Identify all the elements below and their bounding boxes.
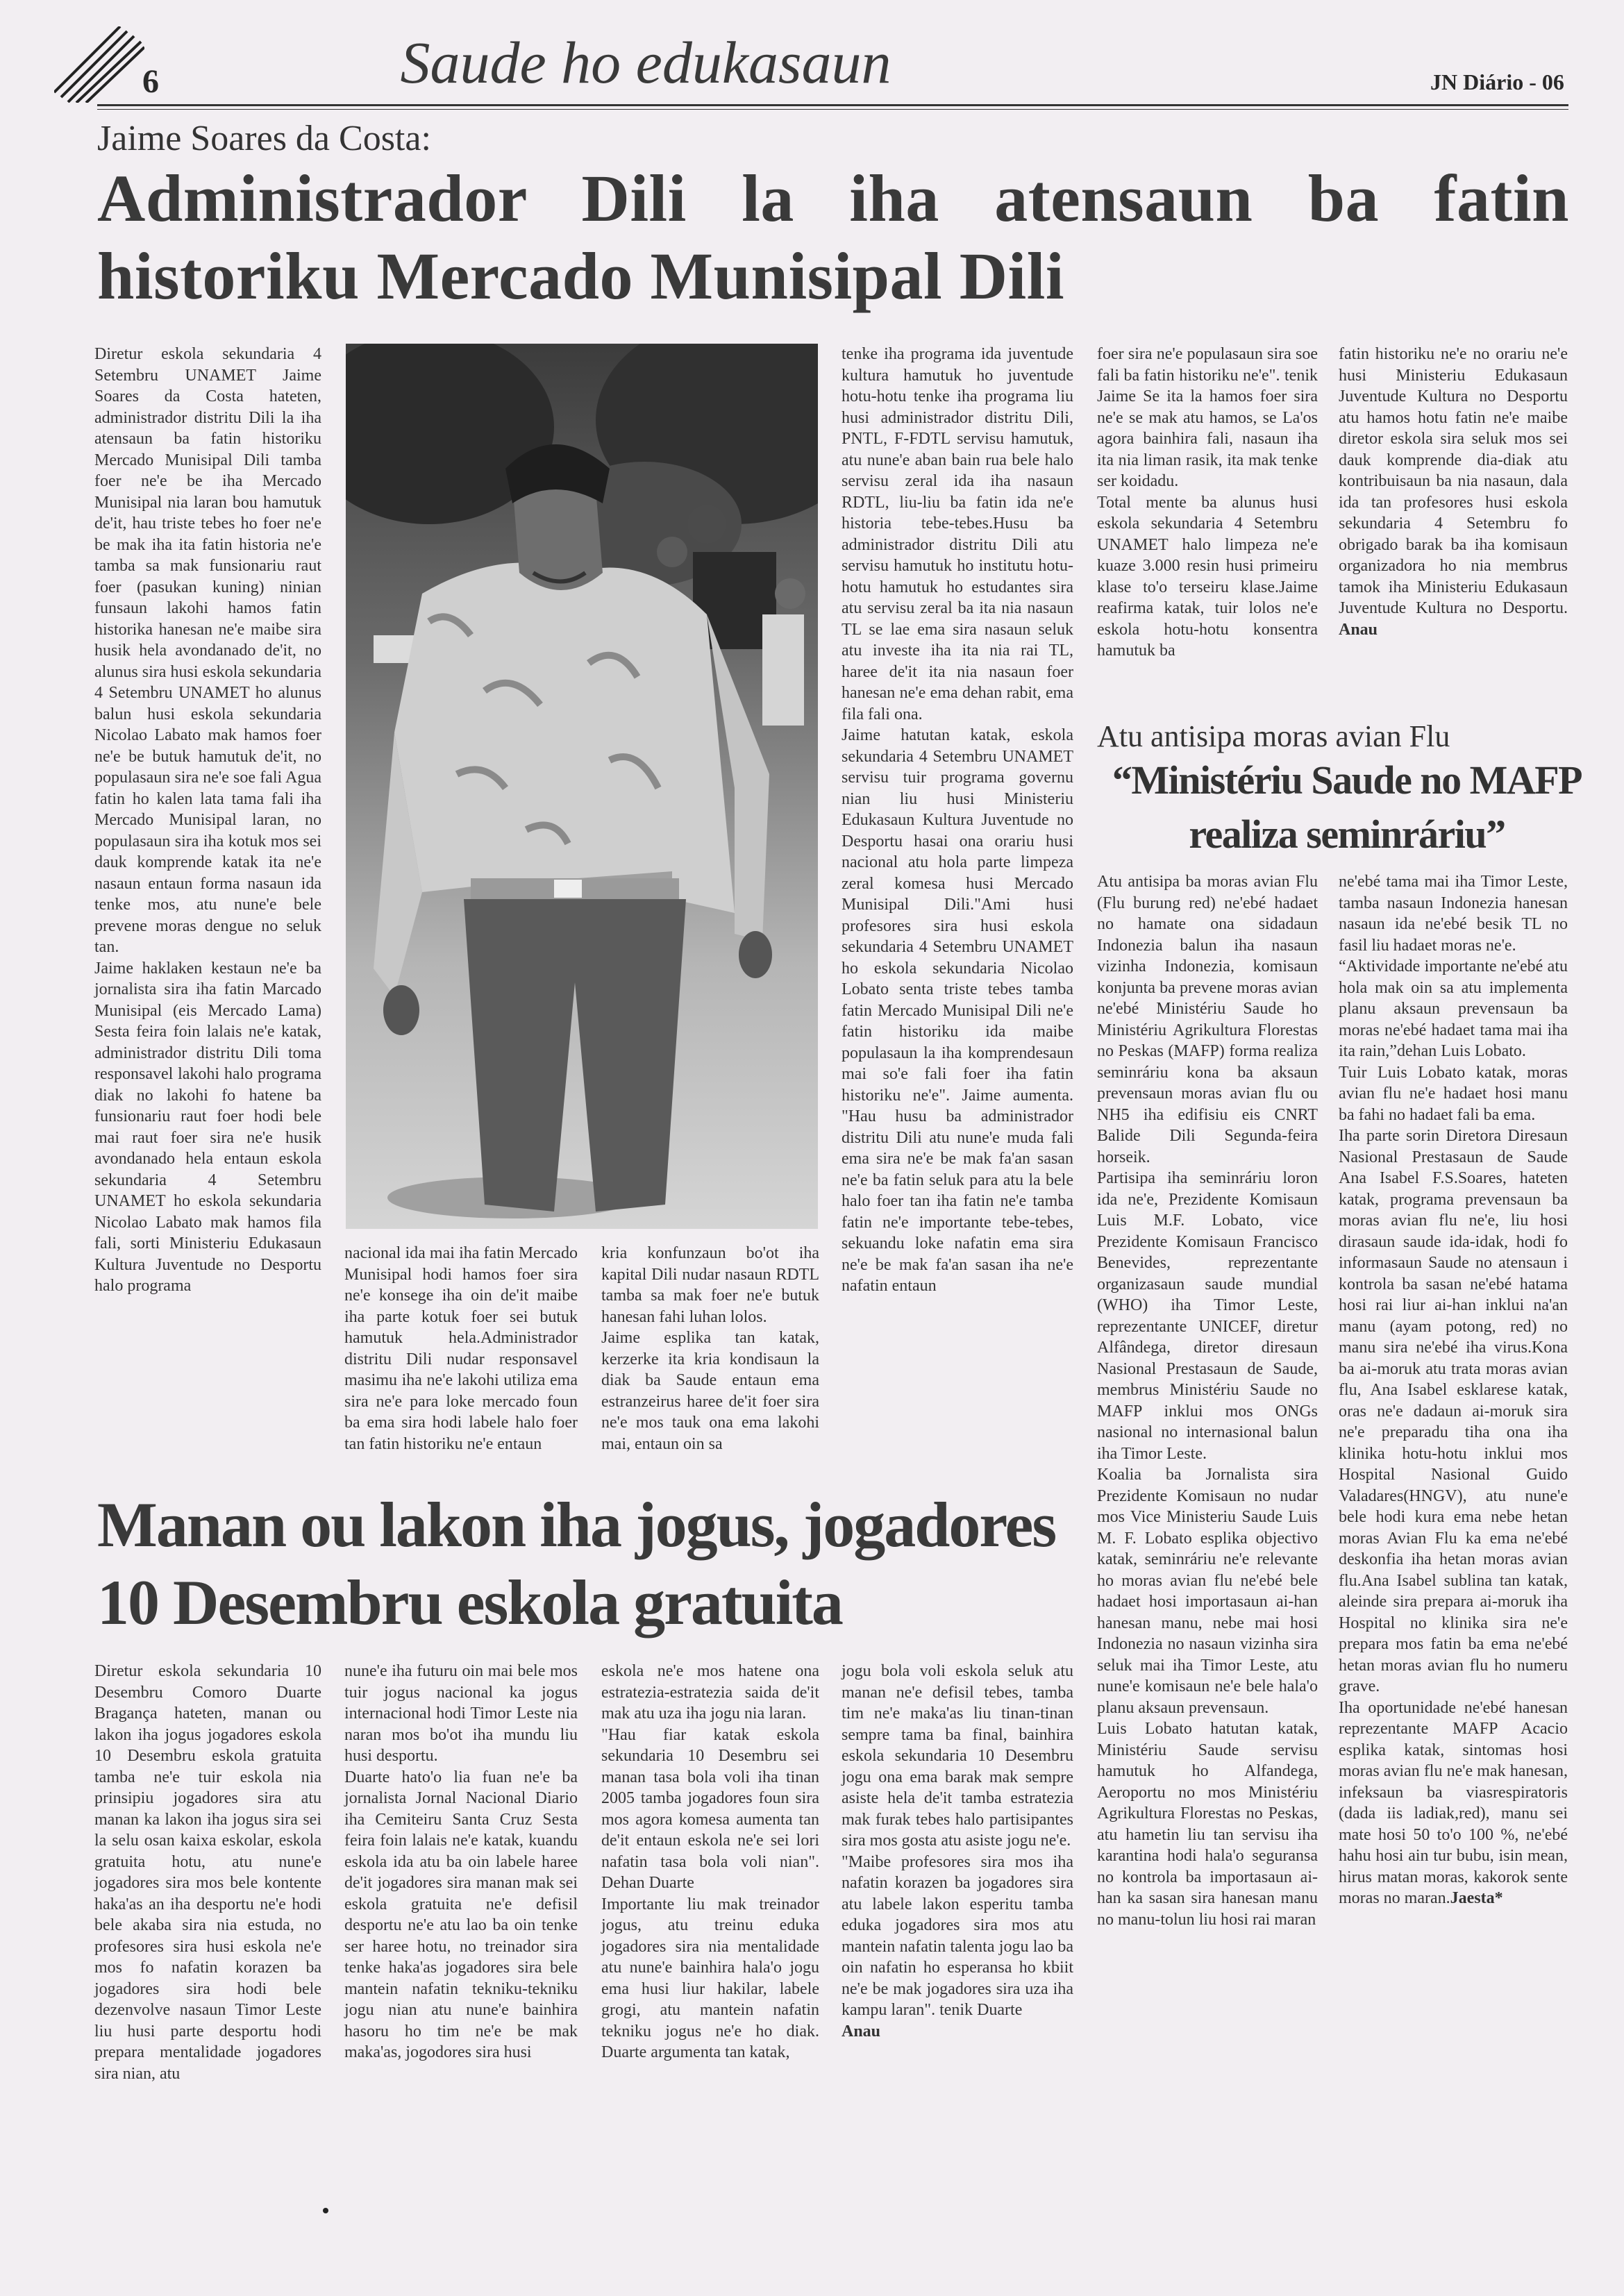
article3-column-4 — [842, 1661, 1073, 2042]
paragraph: Koalia ba Jornalista sira Prezidente Komisaun no nudar mos Vice Ministeriu Saude Luis M. F. Lobato esplika objectivo katak, seminráriu ne'e relevante ho moras avian flu ne'ebé bele hadaet hosi importasaun ai-han hanesan manu, nebe mai hosi Indonezia no nasaun vizinha sira seluk mai iha Timor Leste, atu nune'e komisaun ne'e bele hala'o planu aksaun prevensaun. — [1097, 1466, 1318, 1717]
header-rule — [97, 104, 1568, 106]
paragraph: Atu antisipa ba moras avian Flu (Flu burung red) ne'ebé hadaet no hamate ona sidadaun Indonezia balun iha nasaun vizinha Indonezia, komisaun konjunta ba prevene moras avian ne'ebé Ministériu Saude ho Ministériu Agrikultura Florestas no Peskas (MAFP) forma realiza seminráriu kona ba aksaun prevensaun moras avian flu ou NH5 iha edifisiu eis CNRT Balide Dili Segunda-feira horseik. — [1097, 873, 1318, 1166]
article2-column-1 — [1097, 871, 1318, 1930]
paragraph: Diretur eskola sekundaria 4 Setembru UNAMET Jaime Soares da Costa hateten, administrador distritu Dili la iha atensaun ba fatin historiku Mercado Munisipal Dili tamba foer ne'e be iha Mercado Munisipal nia laran bou hamutuk de'it, hau triste tebes ho foer ne'e be mak iha ita fatin historia ne'e tamba sa mak funsionariu raut foer (pasukan kuning) ninian funsaun lakohi hamos fatin historika hanesan ne'e maibe sira husik hela avondanado de'it, no alunus sira husi eskola sekundaria 4 Setembru UNAMET ho alunus balun husi eskola sekundaria Nicolao Labato mak hamos foer ne'e be butuk hamutuk de'it, no populasaun sira ne'e soe fali Agua fatin ho kalen lata tama fali iha Mercado Munisipal laran, no populasaun sira iha kotuk mos sei dauk komprende katak ita ne'e nasaun entaun forma nasaun ida tenke mos, atu nune'e bele prevene moras dengue no seluk tan. — [94, 345, 321, 956]
article3-headline: Manan ou lakon iha jogus, jogadores 10 Desembru eskola gratuita — [97, 1489, 1056, 1638]
paragraph: Diretur eskola sekundaria 10 Desembru Comoro Duarte Bragança hateten, manan ou lakon iha jogus jogadores eskola 10 Desembru eskola gratuita tamba ne'e tuir eskola nia prinsipiu jogadores sira atu manan ka lakon iha jogus sira sei la selu osan kaixa eskolar, eskola gratuita hotu, atu nune'e jogadores sira mos bele kontente haka'as an iha desportu ne'e hodi bele akaba sira nia estuda, no profesores sira husi eskola ne'e mos fo nafatin korazen ba jogadores sira hodi bele dezenvolve nasaun Timor Leste liu husi parte desportu hodi prepara mentalidade jogadores sira nian, atu — [94, 1662, 321, 2083]
paragraph: "Hau fiar katak eskola sekundaria 10 Desembru sei manan tasa bola voli iha tinan 2005 tamba jogadores foun sira mos agora komesa aumenta tan de'it entaun eskola ne'e sei lori nafatin tasa bola voli nian". Dehan Duarte — [601, 1725, 819, 1892]
paragraph: Duarte hato'o lia fuan ne'e ba jornalista Jornal Nacional Diario iha Cemiteiru Santa Cruz Sesta feira foin lalais ne'e katak, kuandu eskola ida atu ba oin labele haree de'it jogadores sira manan mak sei eskola gratuita ne'e defisil desportu ne'e atu lao ba oin tenke ser haree hotu, no treinador sira tenke haka'as jogadores sira bele mantein nafatin tekniku-tekniku jogu nian atu nune'e bainhira hasoru ho tim ne'e be mak maka'as, jogodores sira husi — [344, 1768, 578, 2061]
paragraph: ne'ebé tama mai iha Timor Leste, tamba nasaun Indonezia hanesan nasaun ida ne'ebé besik TL no fasil liu hadaet moras ne'e. — [1339, 873, 1568, 955]
article3-column-3 — [601, 1661, 819, 2063]
article1-column-5 — [1097, 344, 1318, 662]
article3-column-1 — [94, 1661, 321, 2084]
article1-column-4 — [842, 344, 1073, 1297]
article1-column-3 — [601, 1243, 819, 1455]
article1-column-2 — [344, 1243, 578, 1455]
article3-column-2 — [344, 1661, 578, 2063]
paragraph: "Maibe profesores sira mos iha nafatin korazen ba jogadores sira atu labele lakon esperitu tamba eduka jogadores sira mos atu mantein nafatin talenta jogu lao ba oin nafatin ho esperansa ho kbiit ne'e be mak jogadores sira uza iha kampu laran". tenik Duarte — [842, 1852, 1073, 2019]
article2-kicker: Atu antisipa moras avian Flu — [1097, 719, 1450, 753]
byline: Anau — [842, 2022, 881, 2041]
article1-kicker: Jaime Soares da Costa: — [97, 119, 431, 158]
paragraph: fatin historiku ne'e no orariu ne'e husi Ministeriu Edukasaun Juventude Kultura no Desportu atu hamos hotu fatin ne'e maibe diretor eskola sira seluk mos sei dauk komprende dia-diak atu kontribuisaun ba nia nasaun, dala ida tan profesores husi eskola sekundaria 4 Setembru fo obrigado barak ba iha komisaun organizadora ho nia membrus tamok iha Ministeriu Edukasaun Juventude Kultura no Desportu. — [1339, 345, 1568, 617]
paragraph: nune'e iha futuru oin mai bele mos tuir jogus nacional ka jogus internacional hodi Timor Leste nia naran mos bo'ot iha mundu liu husi desportu. — [344, 1662, 578, 1765]
article1-column-1 — [94, 344, 321, 1297]
paragraph: Iha oportunidade ne'ebé hanesan reprezentante MAFP Acacio esplika katak, sintomas hosi moras avian flu ne'e mak hanesan, infeksaun ba viasrespiratoris (dada iis ladiak,red), manu sei mate hosi 50 to'o 100 %, ne'ebé hahu hosi ain tur bubu, isin mean, hirus matan moras, kakorok sente moras no maran. — [1339, 1698, 1568, 1907]
paragraph: Total mente ba alunus husi eskola sekundaria 4 Setembru UNAMET halo limpeza ne'e kuaze 3.000 resin husi primeiru klase to'o terseiru klase.Jaime reafirma katak, tuir lolos ne'e eskola hotu-hotu konsentra hamutuk ba — [1097, 493, 1318, 660]
page-speck — [323, 2208, 328, 2213]
paragraph: “Aktividade importante ne'ebé atu hola mak oin sa atu implementa planu aksaun prevensaun ba moras ne'ebé hadaet tama mai iha ita rain,”dehan Luis Lobato. — [1339, 957, 1568, 1060]
portrait-photo — [346, 344, 818, 1229]
paper-name: JN Diário - 06 — [1430, 69, 1564, 94]
byline: Jaesta* — [1450, 1889, 1503, 1907]
article1-headline: Administrador Dili la iha atensaun ba fatin historiku Mercado Munisipal Dili — [97, 161, 1569, 313]
header-rule-thin — [97, 109, 1568, 110]
article2-headline: “Ministériu Saude no MAFP realiza seminráriu” — [1112, 757, 1582, 857]
paragraph: jogu bola voli eskola seluk atu manan ne'e defisil tebes, tamba tim ne'e maka'as liu tinan-tinan sempre tama ba final, bainhira eskola sekundaria 10 Desembru jogu ona ema barak mak sempre asiste hela de'it tamba estratezia mak furak tebes halo partisipantes sira mos gosta atu asiste jogu ne'e. — [842, 1662, 1073, 1850]
paragraph: kria konfunzaun bo'ot iha kapital Dili nudar nasaun RDTL tamba sa mak foer ne'e butuk hanesan fahi luhan lolos. — [601, 1244, 819, 1326]
article2-column-2 — [1339, 871, 1568, 1909]
page-number: 6 — [142, 63, 159, 100]
byline: Anau — [1339, 620, 1378, 639]
paragraph: Luis Lobato hatutan katak, Ministériu Saude servisu hamutuk ho Alfandega, Aeroportu no mos Ministériu Agrikultura Florestas no Peskas, atu hametin liu tan servisu iha karantina hodi hala'o seguransa no kontrola ba importasaun ai-han ka sasan sira hanesan manu no manu-tolun liu hosi rai maran — [1097, 1720, 1318, 1929]
paragraph: tenke iha programa ida juventude kultura hamutuk ho juventude hotu-hotu tenke iha programa liu husi administrador distritu Dili, PNTL, F-FDTL servisu hamutuk, atu nune'e aban bain rua bele halo servisu zeral ida iha nasaun RDTL, liu-liu ba fatin ida ne'e historia tebe-tebes.Husu ba administrador distritu Dili atu servisu hamutuk ho institutu hotu-hotu hamutuk ho estudantes sira atu servisu zeral ba ita nia nasaun TL se lae ema sira nasaun seluk atu investe iha ita nia rai TL, haree de'it ita nia nasaun foer hanesan ne'e ema dehan rabit, ema fila fali ona. — [842, 345, 1073, 723]
paragraph: Importante liu mak treinador jogus, atu treinu eduka jogadores sira nia mentalidade atu nune'e bainhira hala'o jogu ema husi liur hakilar, labele grogi, atu mantein nafatin tekniku jogus ne'e ho diak. Duarte argumenta tan katak, — [601, 1895, 819, 2061]
paragraph: Jaime esplika tan katak, kerzerke ita kria kondisaun la diak ba Saude entaun ema estranzeirus haree de'it foer sira ne'e mos tauk ona ema lakohi mai, entaun oin sa — [601, 1329, 819, 1453]
article1-column-6 — [1339, 344, 1568, 640]
paragraph: Jaime haklaken kestaun ne'e ba jornalista sira iha fatin Marcado Munisipal (eis Mercado Lama) Sesta feira foin lalais ne'e katak, administrador distritu Dili toma responsavel lakohi halo programa diak no lakohi fo hatene ba funsionariu raut foer hodi bele mai raut foer sira ne'e husik avondanado hela entaun eskola sekundaria 4 Setembru UNAMET ho eskola sekundaria Nicolao Labato mak hamos fila fali, sorti Ministeriu Edukasaun Kultura Juventude no Desportu halo programa — [94, 959, 321, 1295]
paragraph: Jaime hatutan katak, eskola sekundaria 4 Setembru UNAMET servisu tuir programa governu nian liu husi Ministeriu Edukasaun Kultura Juventude no Desportu hasai ona orariu husi nacional atu hola parte limpeza zeral komesa husi Mercado Munisipal Dili."Ami husi profesores sira husi eskola sekundaria 4 Setembru UNAMET ho eskola sekundaria Nicolao Lobato senta triste tebes tamba fatin Mercado Munisipal Dili ne'e fatin historiku ida maibe populasaun la iha komprendesaun mai so'e fali foer iha fatin historiku ne'e". Jaime aumenta. "Hau husu ba administrador distritu Dili atu nune'e muda fali ema sira ne'e be mak fa'an sasan ne'e ba fatin seluk para atu la bele halo foer tan iha fatin ne'e tamba fatin ne'e importante tebe-tebes, sekuandu loke nafatin ema sira ne'e be mak fa'an sasan iha ne'e nafatin entaun — [842, 726, 1073, 1295]
paragraph: Partisipa iha seminráriu loron ida ne'e, Prezidente Komisaun Luis M.F. Lobato, vice Prezidente Komisaun Francisco Benevides, reprezentante organizasaun saude mundial (WHO) iha Timor Leste, reprezentante UNICEF, diretur Alfândega, diretor diresaun Nasional Prestasaun de Saude, membrus Ministériu Saude no MAFP inklui mos ONGs nasional no internasional balun iha Timor Leste. — [1097, 1169, 1318, 1463]
paragraph: foer sira ne'e populasaun sira soe fali ba fatin historiku ne'e". tenik Jaime Se ita la hamos foer sira ne'e se mak atu hamos, se La'os agora bainhira fali, nasaun iha ita nia liman rasik, ita mak tenke ser koidadu. — [1097, 345, 1318, 490]
paragraph: Tuir Luis Lobato katak, moras avian flu ne'e hadaet hosi manu ba fahi no hadaet fali ba ema. — [1339, 1063, 1568, 1124]
paragraph: eskola ne'e mos hatene ona estratezia-estratezia saida de'it mak atu uza iha jogu nia laran. — [601, 1662, 819, 1723]
paragraph: nacional ida mai iha fatin Mercado Munisipal hodi hamos foer sira ne'e konsege iha oin de'it maibe iha parte kotuk foer sei butuk hamutuk hela.Administrador distritu Dili nudar responsavel masimu iha ne'e lakohi utiliza ema sira ne'e para loke mercado foun ba ema sira hodi labele halo foer tan fatin historiku ne'e entaun — [344, 1244, 578, 1453]
section-title: Saude ho edukasaun — [400, 29, 891, 96]
paragraph: Iha parte sorin Diretora Diresaun Nasional Prestasaun de Saude Ana Isabel F.S.Soares, hateten katak, programa prevensaun ba moras avian flu ne'e, liu hosi dirasaun saude ida-idak, hodi fo informasaun Saude no atensaun i kontrola ba sasan ne'ebé hatama hosi rai liur ai-han inklui na'an manu (ayam potong, red) no manu sira ne'ebé iha virus.Kona ba ai-moruk atu trata moras avian flu, Ana Isabel esklarese katak, oras ne'e dadaun ai-moruk sira ne'e preparadu tiha ona iha klinika hotu-hotu inklui mos Hospital Nasional Guido Valadares(HNGV), atu nune'e bele hodi kura ema nebe hetan moras Avian Flu ka ema ne'ebé deskonfia iha hetan moras avian flu.Ana Isabel sublina tan katak, aleinde sira prepara ai-moruk iha Hospital no klinika sira ne'e prepara mos fatin ba ema ne'ebé hetan moras avian flu ho numeru grave. — [1339, 1127, 1568, 1695]
